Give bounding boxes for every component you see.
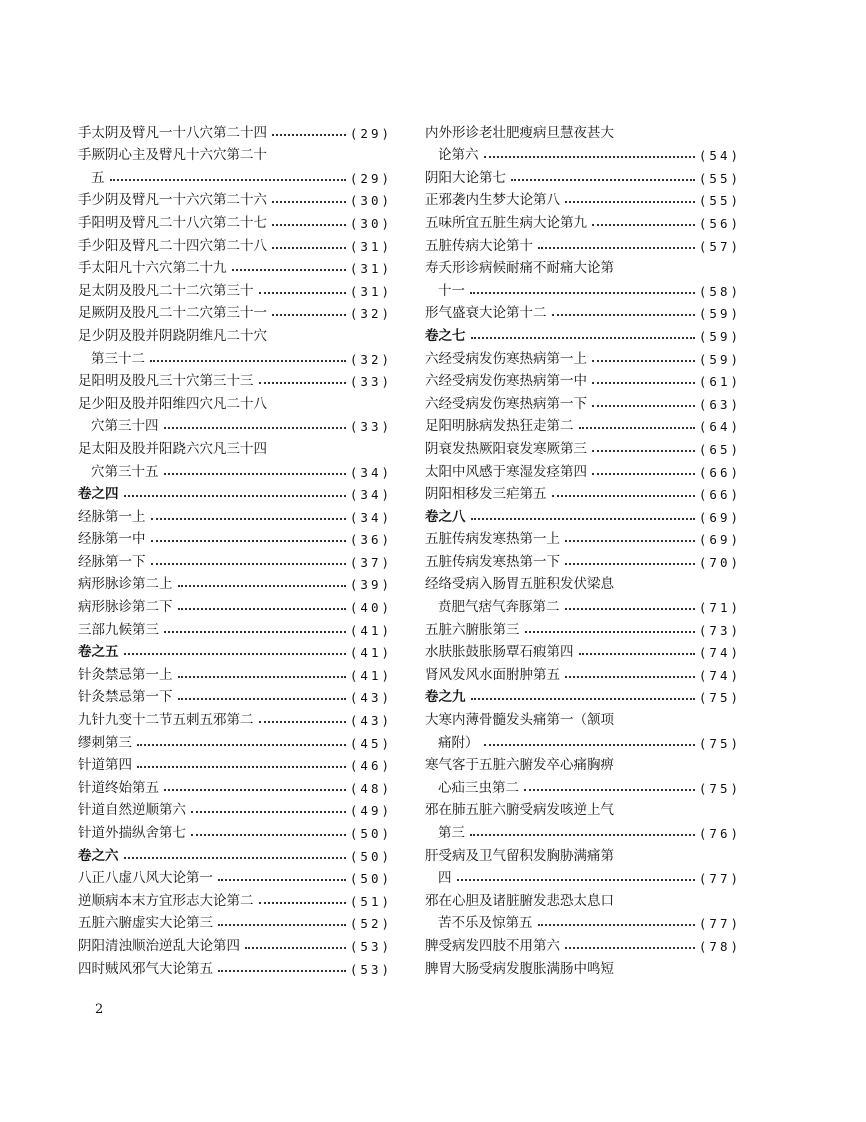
toc-entry-title: 五味所宜五脏生病大论第九 [425, 214, 587, 231]
toc-entry-title: 足少阳及股并阳维四穴凡二十八 [78, 395, 267, 412]
toc-entry-title: 邪在肺五脏六腑受病发咳逆上气 [425, 802, 614, 819]
toc-page-ref: (74) [698, 667, 741, 683]
toc-page-ref: (58) [698, 283, 741, 299]
toc-entry-title: 手太阴及臂凡一十八穴第二十四 [78, 124, 267, 141]
toc-page-ref: (33) [349, 419, 392, 435]
dot-leader [151, 563, 346, 565]
toc-entry-title: 四 [438, 870, 452, 887]
toc-entry-title: 五脏六腑胀第三 [425, 621, 520, 638]
toc-entry-title: 卷之四 [78, 486, 119, 503]
toc-entry-title: 足太阴及股凡二十二穴第三十 [78, 282, 254, 299]
toc-page-ref: (31) [349, 238, 392, 254]
toc-page-ref: (52) [349, 916, 392, 932]
dot-leader [124, 857, 346, 859]
dot-leader [218, 970, 346, 972]
dot-leader [151, 540, 346, 542]
toc-entry-title: 针道第四 [78, 757, 132, 774]
dot-leader [259, 721, 346, 723]
toc-page-ref: (70) [698, 554, 741, 570]
toc-right-column [425, 118, 741, 977]
dot-leader [178, 585, 346, 587]
toc-entry [425, 525, 741, 548]
toc-entry-title: 卷之八 [425, 508, 466, 525]
toc-entry-title: 经脉第一中 [78, 531, 146, 548]
toc-entry-title: 寿夭形诊病候耐痛不耐痛大论第 [425, 260, 614, 277]
toc-entry-title: 形气盛衰大论第十二 [425, 305, 547, 322]
toc-entry-title: 内外形诊老壮肥瘦病旦慧夜甚大 [425, 124, 614, 141]
toc-entry [78, 231, 392, 254]
toc-entry-title: 五脏传病发寒热第一下 [425, 553, 560, 570]
dot-leader [471, 698, 695, 700]
toc-entry [78, 208, 392, 231]
toc-entry-title: 卷之五 [78, 644, 119, 661]
toc-entry-title: 病形脉诊第二上 [78, 576, 173, 593]
toc-page-ref: (75) [698, 690, 741, 706]
toc-entry [425, 570, 741, 593]
toc-entry [425, 886, 741, 909]
toc-page-ref: (29) [349, 170, 392, 186]
toc-volume-heading [425, 683, 741, 706]
toc-entry [78, 864, 392, 887]
toc-entry-title: 经脉第一下 [78, 553, 146, 570]
dot-leader [272, 201, 346, 203]
toc-page-ref: (41) [349, 622, 392, 638]
toc-entry [425, 118, 741, 141]
toc-entry-title: 痛附） [438, 734, 479, 751]
toc-entry [78, 660, 392, 683]
dot-leader [511, 179, 695, 181]
toc-page-ref: (37) [349, 554, 392, 570]
toc-entry-title: 九针九变十二节五刺五邪第二 [78, 712, 254, 729]
toc-entry-title: 邪在心胆及诸脏腑发悲恐太息口 [425, 892, 614, 909]
dot-leader [579, 427, 695, 429]
dot-leader [259, 382, 346, 384]
toc-entry-title: 第三十二 [91, 350, 145, 367]
dot-leader [579, 653, 695, 655]
toc-page-ref: (45) [349, 735, 392, 751]
dot-leader [137, 766, 346, 768]
dot-leader [218, 924, 346, 926]
toc-entry-title: 八正八虚八风大论第一 [78, 870, 213, 887]
toc-page-ref: (69) [698, 509, 741, 525]
toc-page-ref: (59) [698, 351, 741, 367]
toc-entry-title: 六经受病发伤寒热病第一中 [425, 373, 587, 390]
toc-entry [78, 818, 392, 841]
dot-leader [110, 179, 346, 181]
toc-entry-title: 第三 [438, 825, 465, 841]
toc-volume-heading [425, 321, 741, 344]
dot-leader [565, 540, 695, 542]
dot-leader [524, 789, 695, 791]
toc-entry-title: 阴阳相移发三疟第五 [425, 486, 547, 503]
toc-page-ref: (56) [698, 215, 741, 231]
toc-page-ref: (46) [349, 758, 392, 774]
toc-entry-title: 经络受病入肠胃五脏积发伏梁息 [425, 576, 614, 593]
dot-leader [191, 834, 346, 836]
toc-page-ref: (30) [349, 215, 392, 231]
toc-entry [425, 592, 741, 615]
toc-entry [78, 118, 392, 141]
toc-entry [78, 141, 392, 164]
toc-entry-title: 六经受病发伤寒热病第一下 [425, 395, 587, 412]
toc-page-ref: (49) [349, 803, 392, 819]
toc-page-ref: (63) [698, 396, 741, 412]
toc-entry [425, 931, 741, 954]
toc-entry [425, 389, 741, 412]
toc-volume-heading [425, 502, 741, 525]
toc-entry-title: 肝受病及卫气留积发胸胁满痛第 [425, 847, 614, 864]
toc-page-ref: (34) [349, 464, 392, 480]
dot-leader [470, 292, 695, 294]
toc-entry-title: 肾风发风水面胕肿第五 [425, 666, 560, 683]
toc-entry-title: 针道自然逆顺第六 [78, 802, 186, 819]
toc-page-ref: (55) [698, 170, 741, 186]
toc-page-ref: (66) [698, 464, 741, 480]
toc-entry-title: 针灸禁忌第一下 [78, 689, 173, 706]
toc-entry [78, 751, 392, 774]
toc-page-ref: (50) [349, 871, 392, 887]
toc-volume-heading [78, 638, 392, 661]
toc-entry [425, 412, 741, 435]
toc-page-ref: (30) [349, 193, 392, 209]
toc-entry-title: 足厥阴及股凡二十二穴第三十一 [78, 305, 267, 322]
toc-entry [78, 570, 392, 593]
toc-page-ref: (65) [698, 441, 741, 457]
toc-entry [425, 344, 741, 367]
toc-entry [425, 796, 741, 819]
toc-entry [425, 841, 741, 864]
toc-entry [78, 389, 392, 412]
toc-page-ref: (77) [698, 871, 741, 887]
toc-entry [425, 299, 741, 322]
toc-entry-title: 足少阴及股并阴跷阴维凡二十穴 [78, 327, 267, 344]
toc-entry-title: 水肤胀鼓胀肠覃石瘕第四 [425, 644, 574, 661]
toc-entry [78, 321, 392, 344]
dot-leader [259, 292, 346, 294]
dot-leader [137, 744, 346, 746]
toc-entry [425, 660, 741, 683]
dot-leader [178, 676, 346, 678]
toc-entry-title: 手厥阴心主及臂凡十六穴第二十 [78, 147, 267, 164]
toc-entry-title: 脾受病发四肢不用第六 [425, 937, 560, 954]
toc-page-ref: (66) [698, 487, 741, 503]
toc-entry [425, 728, 741, 751]
dot-leader [471, 518, 695, 520]
toc-entry-title: 寒气客于五脏六腑发卒心痛胸痹 [425, 757, 614, 774]
dot-leader [470, 834, 695, 836]
toc-entry [425, 615, 741, 638]
toc-entry-title: 经脉第一上 [78, 508, 146, 525]
dot-leader [552, 495, 695, 497]
toc-page-ref: (43) [349, 713, 392, 729]
toc-page-ref: (59) [698, 306, 741, 322]
toc-entry [425, 864, 741, 887]
toc-entry-title: 五脏传病大论第十 [425, 237, 533, 254]
toc-entry [78, 931, 392, 954]
toc-entry-title: 四时贼风邪气大论第五 [78, 960, 213, 977]
toc-entry-title: 论第六 [438, 147, 479, 164]
dot-leader [151, 518, 346, 520]
dot-leader [565, 676, 695, 678]
toc-page-ref: (53) [349, 961, 392, 977]
dot-leader [272, 314, 346, 316]
toc-entry-title: 缪刺第三 [78, 734, 132, 751]
toc-page-ref: (75) [698, 735, 741, 751]
toc-page-ref: (31) [349, 283, 392, 299]
toc-page-ref: (57) [698, 238, 741, 254]
toc-entry-title: 大寒内薄骨髓发头痛第一（颔项 [425, 712, 614, 729]
toc-page-ref: (31) [349, 261, 392, 277]
toc-page-ref: (51) [349, 893, 392, 909]
toc-entry [78, 412, 392, 435]
toc-entry-title: 卷之六 [78, 847, 119, 864]
toc-volume-heading [78, 480, 392, 503]
toc-entry [78, 909, 392, 932]
toc-entry-title: 针灸禁忌第一上 [78, 666, 173, 683]
toc-entry-title: 正邪袭内生梦大论第八 [425, 192, 560, 209]
toc-page-ref: (34) [349, 509, 392, 525]
toc-entry-title: 太阳中风感于寒湿发痉第四 [425, 463, 587, 480]
dot-leader [484, 744, 695, 746]
toc-entry [425, 231, 741, 254]
toc-page-ref: (53) [349, 938, 392, 954]
toc-entry-title: 手少阴及臂凡一十六穴第二十六 [78, 192, 267, 209]
dot-leader [592, 450, 695, 452]
dot-leader [164, 427, 346, 429]
toc-entry [78, 773, 392, 796]
toc-entry [425, 909, 741, 932]
dot-leader [592, 360, 695, 362]
toc-entry [425, 457, 741, 480]
toc-page-ref: (50) [349, 826, 392, 841]
toc-entry [425, 751, 741, 774]
toc-entry [78, 367, 392, 390]
toc-entry [425, 480, 741, 503]
toc-page-ref: (33) [349, 374, 392, 390]
toc-page-ref: (71) [698, 600, 741, 616]
toc-entry [78, 457, 392, 480]
toc-page-ref: (50) [349, 848, 392, 864]
toc-entry [425, 954, 741, 977]
toc-entry [78, 502, 392, 525]
toc-page-ref: (78) [698, 938, 741, 954]
toc-entry [78, 547, 392, 570]
dot-leader [150, 360, 346, 362]
dot-leader [272, 134, 346, 136]
toc-entry [425, 434, 741, 457]
dot-leader [272, 224, 346, 226]
toc-entry-title: 穴第三十五 [91, 463, 159, 480]
dot-leader [538, 924, 695, 926]
dot-leader [592, 382, 695, 384]
toc-entry [78, 615, 392, 638]
toc-entry-title: 五脏传病发寒热第一上 [425, 531, 560, 548]
toc-page-ref: (34) [349, 487, 392, 503]
toc-page-ref: (41) [349, 645, 392, 661]
toc-entry-title: 穴第三十四 [91, 418, 159, 435]
dot-leader [218, 879, 346, 881]
toc-entry [425, 638, 741, 661]
toc-entry-title: 十一 [438, 282, 465, 299]
toc-entry-title: 心疝三虫第二 [438, 779, 519, 796]
toc-entry-title: 贲肥气痞气奔豚第二 [438, 599, 560, 616]
toc-entry [78, 163, 392, 186]
toc-entry [425, 818, 741, 841]
toc-entry-title: 三部九候第三 [78, 621, 159, 638]
dot-leader [178, 698, 346, 700]
toc-entry [78, 683, 392, 706]
toc-entry-title: 阴阳大论第七 [425, 169, 506, 186]
dot-leader [565, 563, 695, 565]
toc-entry [78, 592, 392, 615]
toc-page-ref: (40) [349, 600, 392, 616]
toc-page-ref: (48) [349, 780, 392, 796]
page-number: 2 [95, 1002, 104, 1017]
dot-leader [565, 608, 695, 610]
toc-entry [425, 773, 741, 796]
dot-leader [124, 653, 346, 655]
dot-leader [164, 473, 346, 475]
dot-leader [272, 247, 346, 249]
toc-entry-title: 卷之九 [425, 689, 466, 706]
toc-entry [78, 254, 392, 277]
toc-entry-title: 苦不乐及惊第五 [438, 915, 533, 932]
toc-page-ref: (29) [349, 125, 392, 141]
toc-entry [78, 186, 392, 209]
toc-page-ref: (36) [349, 532, 392, 548]
dot-leader [232, 269, 346, 271]
dot-leader [471, 337, 695, 339]
toc-page-ref: (76) [698, 826, 741, 841]
toc-page-ref: (59) [698, 328, 741, 344]
toc-entry [425, 367, 741, 390]
toc-page-ref: (77) [698, 916, 741, 932]
toc-entry [425, 163, 741, 186]
toc-page-ref: (64) [698, 419, 741, 435]
toc-entry [78, 728, 392, 751]
dot-leader [552, 314, 695, 316]
toc-page-ref: (55) [698, 193, 741, 209]
toc-entry [425, 254, 741, 277]
toc-entry-title: 五 [91, 169, 105, 186]
toc-page-ref: (74) [698, 645, 741, 661]
dot-leader [565, 201, 695, 203]
dot-leader [259, 902, 346, 904]
toc-entry [425, 276, 741, 299]
toc-entry [78, 525, 392, 548]
toc-entry-title: 卷之七 [425, 327, 466, 344]
toc-entry-title: 五脏六腑虚实大论第三 [78, 915, 213, 932]
dot-leader [592, 224, 695, 226]
toc-entry-title: 手太阳凡十六穴第二十九 [78, 260, 227, 277]
toc-entry-title: 手少阳及臂凡二十四穴第二十八 [78, 237, 267, 254]
toc-entry-title: 病形脉诊第二下 [78, 599, 173, 616]
toc-page-ref: (61) [698, 374, 741, 390]
dot-leader [592, 405, 695, 407]
toc-page-ref: (39) [349, 577, 392, 593]
toc-page-ref: (75) [698, 780, 741, 796]
toc-page-ref: (32) [349, 351, 392, 367]
toc-entry [425, 705, 741, 728]
dot-leader [538, 247, 695, 249]
dot-leader [457, 879, 695, 881]
toc-entry [78, 299, 392, 322]
dot-leader [525, 631, 695, 633]
toc-entry-title: 足阳明脉病发热狂走第二 [425, 418, 574, 435]
toc-entry-title: 针道外揣纵舍第七 [78, 825, 186, 841]
dot-leader [164, 631, 346, 633]
toc-entry [78, 705, 392, 728]
dot-leader [592, 473, 695, 475]
toc-entry-title: 针道终始第五 [78, 779, 159, 796]
dot-leader [245, 947, 346, 949]
toc-page-ref: (41) [349, 667, 392, 683]
toc-entry [78, 276, 392, 299]
toc-entry-title: 足阳明及股凡三十穴第三十三 [78, 373, 254, 390]
toc-entry [78, 344, 392, 367]
toc-entry-title: 脾胃大肠受病发腹胀满肠中鸣短 [425, 960, 614, 977]
dot-leader [178, 608, 346, 610]
toc-entry-title: 阴衰发热厥阳衰发寒厥第三 [425, 440, 587, 457]
dot-leader [484, 156, 695, 158]
toc-entry-title: 手阳明及臂凡二十八穴第二十七 [78, 214, 267, 231]
toc-left-column [78, 118, 392, 977]
toc-entry [78, 954, 392, 977]
toc-entry [78, 796, 392, 819]
toc-entry [78, 886, 392, 909]
toc-entry [425, 208, 741, 231]
toc-page-ref: (69) [698, 532, 741, 548]
toc-entry [78, 434, 392, 457]
toc-entry-title: 六经受病发伤寒热病第一上 [425, 350, 587, 367]
dot-leader [565, 947, 695, 949]
toc-page-ref: (43) [349, 690, 392, 706]
toc-volume-heading [78, 841, 392, 864]
toc-page-ref: (54) [698, 148, 741, 164]
toc-entry [425, 186, 741, 209]
dot-leader [164, 789, 346, 791]
dot-leader [191, 811, 346, 813]
toc-entry [425, 547, 741, 570]
toc-page-ref: (32) [349, 306, 392, 322]
toc-entry-title: 阴阳清浊顺治逆乱大论第四 [78, 937, 240, 954]
toc-page-ref: (73) [698, 622, 741, 638]
toc-entry [425, 141, 741, 164]
dot-leader [124, 495, 346, 497]
toc-entry-title: 足太阳及股并阳跷六穴凡三十四 [78, 440, 267, 457]
toc-entry-title: 逆顺病本末方宜形志大论第二 [78, 892, 254, 909]
